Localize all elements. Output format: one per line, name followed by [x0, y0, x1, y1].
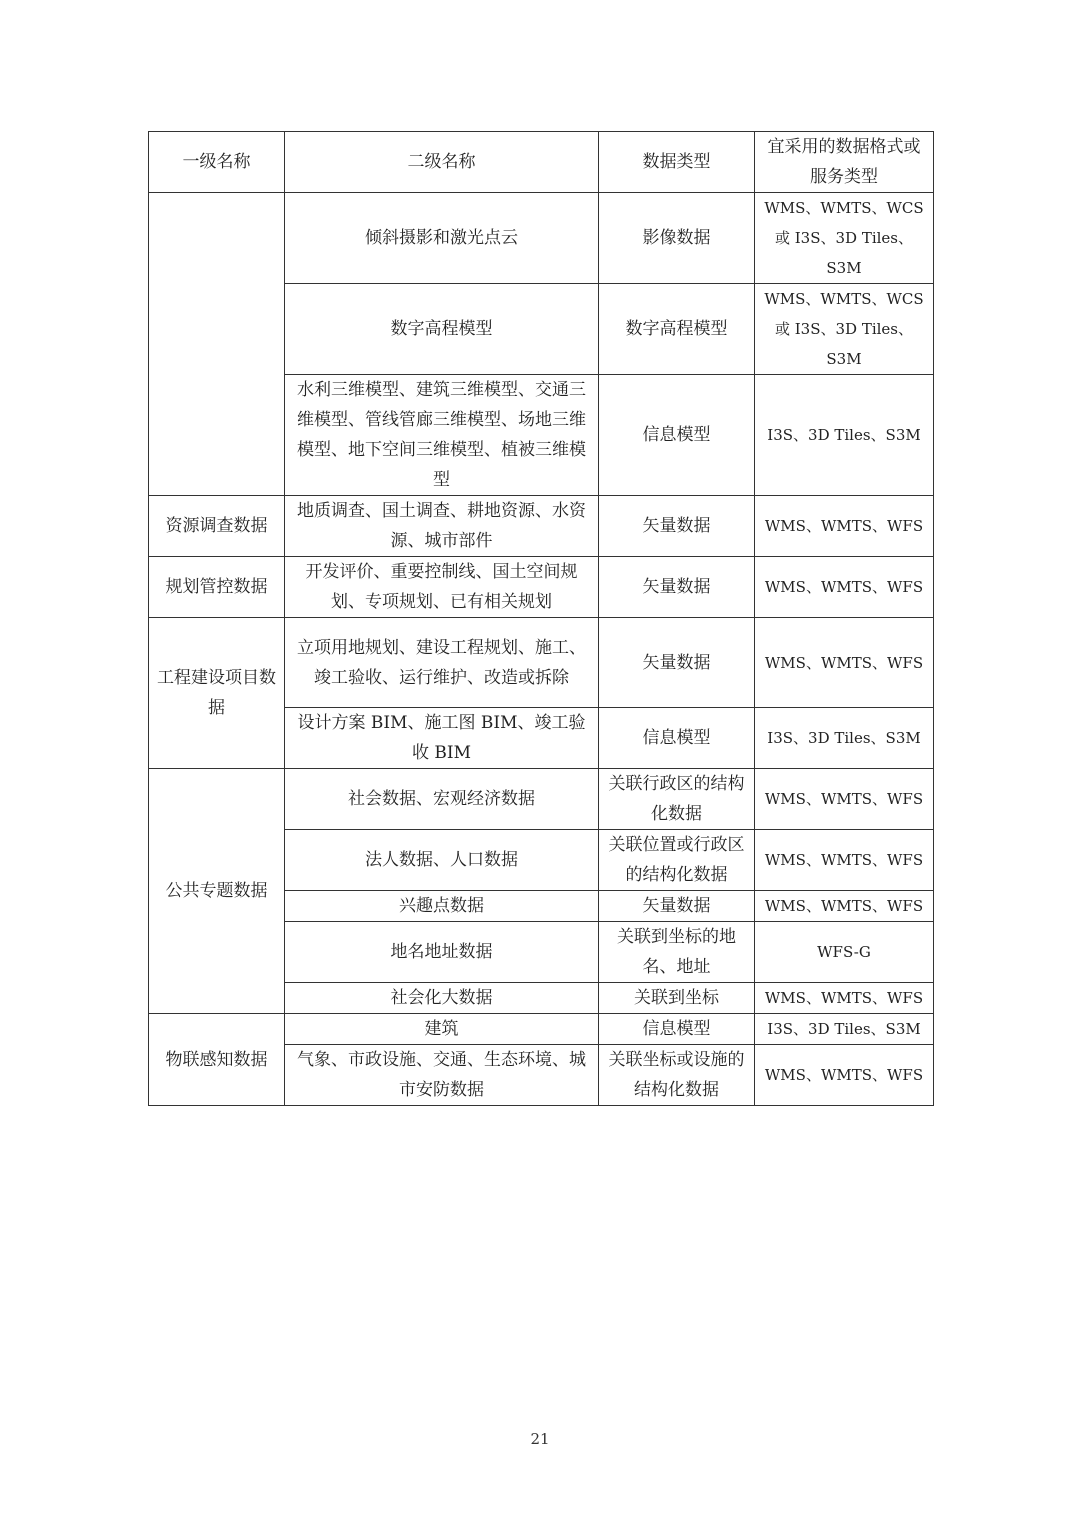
cell-data-type: 影像数据: [599, 193, 755, 284]
cell-level2: 设计方案 BIM、施工图 BIM、竣工验收 BIM: [285, 708, 599, 769]
cell-format: WMS、WMTS、WFS: [755, 496, 934, 557]
cell-level1: 规划管控数据: [149, 557, 285, 618]
cell-level2: 倾斜摄影和激光点云: [285, 193, 599, 284]
header-level1-name: 一级名称: [149, 132, 285, 193]
header-level2-name: 二级名称: [285, 132, 599, 193]
cell-format: I3S、3D Tiles、S3M: [755, 1014, 934, 1045]
cell-data-type: 信息模型: [599, 1014, 755, 1045]
cell-format: WMS、WMTS、WCS 或 I3S、3D Tiles、S3M: [755, 284, 934, 375]
cell-level2: 法人数据、人口数据: [285, 830, 599, 891]
cell-format: WMS、WMTS、WCS 或 I3S、3D Tiles、S3M: [755, 193, 934, 284]
cell-format: WMS、WMTS、WFS: [755, 1045, 934, 1106]
cell-data-type: 信息模型: [599, 375, 755, 496]
cell-format: WMS、WMTS、WFS: [755, 891, 934, 922]
cell-data-type: 矢量数据: [599, 557, 755, 618]
cell-level2: 数字高程模型: [285, 284, 599, 375]
cell-data-type: 关联位置或行政区的结构化数据: [599, 830, 755, 891]
cell-format: WMS、WMTS、WFS: [755, 618, 934, 708]
cell-level1: 资源调查数据: [149, 496, 285, 557]
cell-data-type: 矢量数据: [599, 891, 755, 922]
cell-level1: 公共专题数据: [149, 769, 285, 1014]
cell-level2: 气象、市政设施、交通、生态环境、城市安防数据: [285, 1045, 599, 1106]
cell-data-type: 矢量数据: [599, 618, 755, 708]
header-data-type: 数据类型: [599, 132, 755, 193]
table-header-row: [149, 132, 934, 193]
cell-level1: [149, 193, 285, 496]
table-row: [149, 1014, 934, 1045]
cell-format: WMS、WMTS、WFS: [755, 557, 934, 618]
cell-level2: 水利三维模型、建筑三维模型、交通三维模型、管线管廊三维模型、场地三维模型、地下空间三维模型、植被三维模型: [285, 375, 599, 496]
cell-data-type: 矢量数据: [599, 496, 755, 557]
cell-data-type: 关联到坐标: [599, 983, 755, 1014]
table-row: [149, 618, 934, 708]
page-number: 21: [530, 1430, 550, 1448]
cell-level1: 工程建设项目数据: [149, 618, 285, 769]
cell-format: WMS、WMTS、WFS: [755, 830, 934, 891]
cell-level2: 兴趣点数据: [285, 891, 599, 922]
cell-format: WMS、WMTS、WFS: [755, 769, 934, 830]
cell-data-type: 信息模型: [599, 708, 755, 769]
cell-data-type: 关联坐标或设施的结构化数据: [599, 1045, 755, 1106]
table-row: [149, 193, 934, 284]
header-format: 宜采用的数据格式或服务类型: [755, 132, 934, 193]
cell-level2: 立项用地规划、建设工程规划、施工、竣工验收、运行维护、改造或拆除: [285, 618, 599, 708]
cell-level2: 社会数据、宏观经济数据: [285, 769, 599, 830]
data-format-table: [148, 131, 934, 1106]
cell-format: I3S、3D Tiles、S3M: [755, 708, 934, 769]
cell-level2: 地名地址数据: [285, 922, 599, 983]
cell-level2: 社会化大数据: [285, 983, 599, 1014]
cell-format: I3S、3D Tiles、S3M: [755, 375, 934, 496]
table-row: [149, 496, 934, 557]
table-row: [149, 769, 934, 830]
cell-level2: 地质调查、国土调查、耕地资源、水资源、城市部件: [285, 496, 599, 557]
cell-level1: 物联感知数据: [149, 1014, 285, 1106]
cell-level2: 建筑: [285, 1014, 599, 1045]
cell-format: WMS、WMTS、WFS: [755, 983, 934, 1014]
cell-data-type: 关联行政区的结构化数据: [599, 769, 755, 830]
cell-data-type: 关联到坐标的地名、地址: [599, 922, 755, 983]
cell-format: WFS-G: [755, 922, 934, 983]
cell-level2: 开发评价、重要控制线、国土空间规划、专项规划、已有相关规划: [285, 557, 599, 618]
cell-data-type: 数字高程模型: [599, 284, 755, 375]
table-row: [149, 557, 934, 618]
